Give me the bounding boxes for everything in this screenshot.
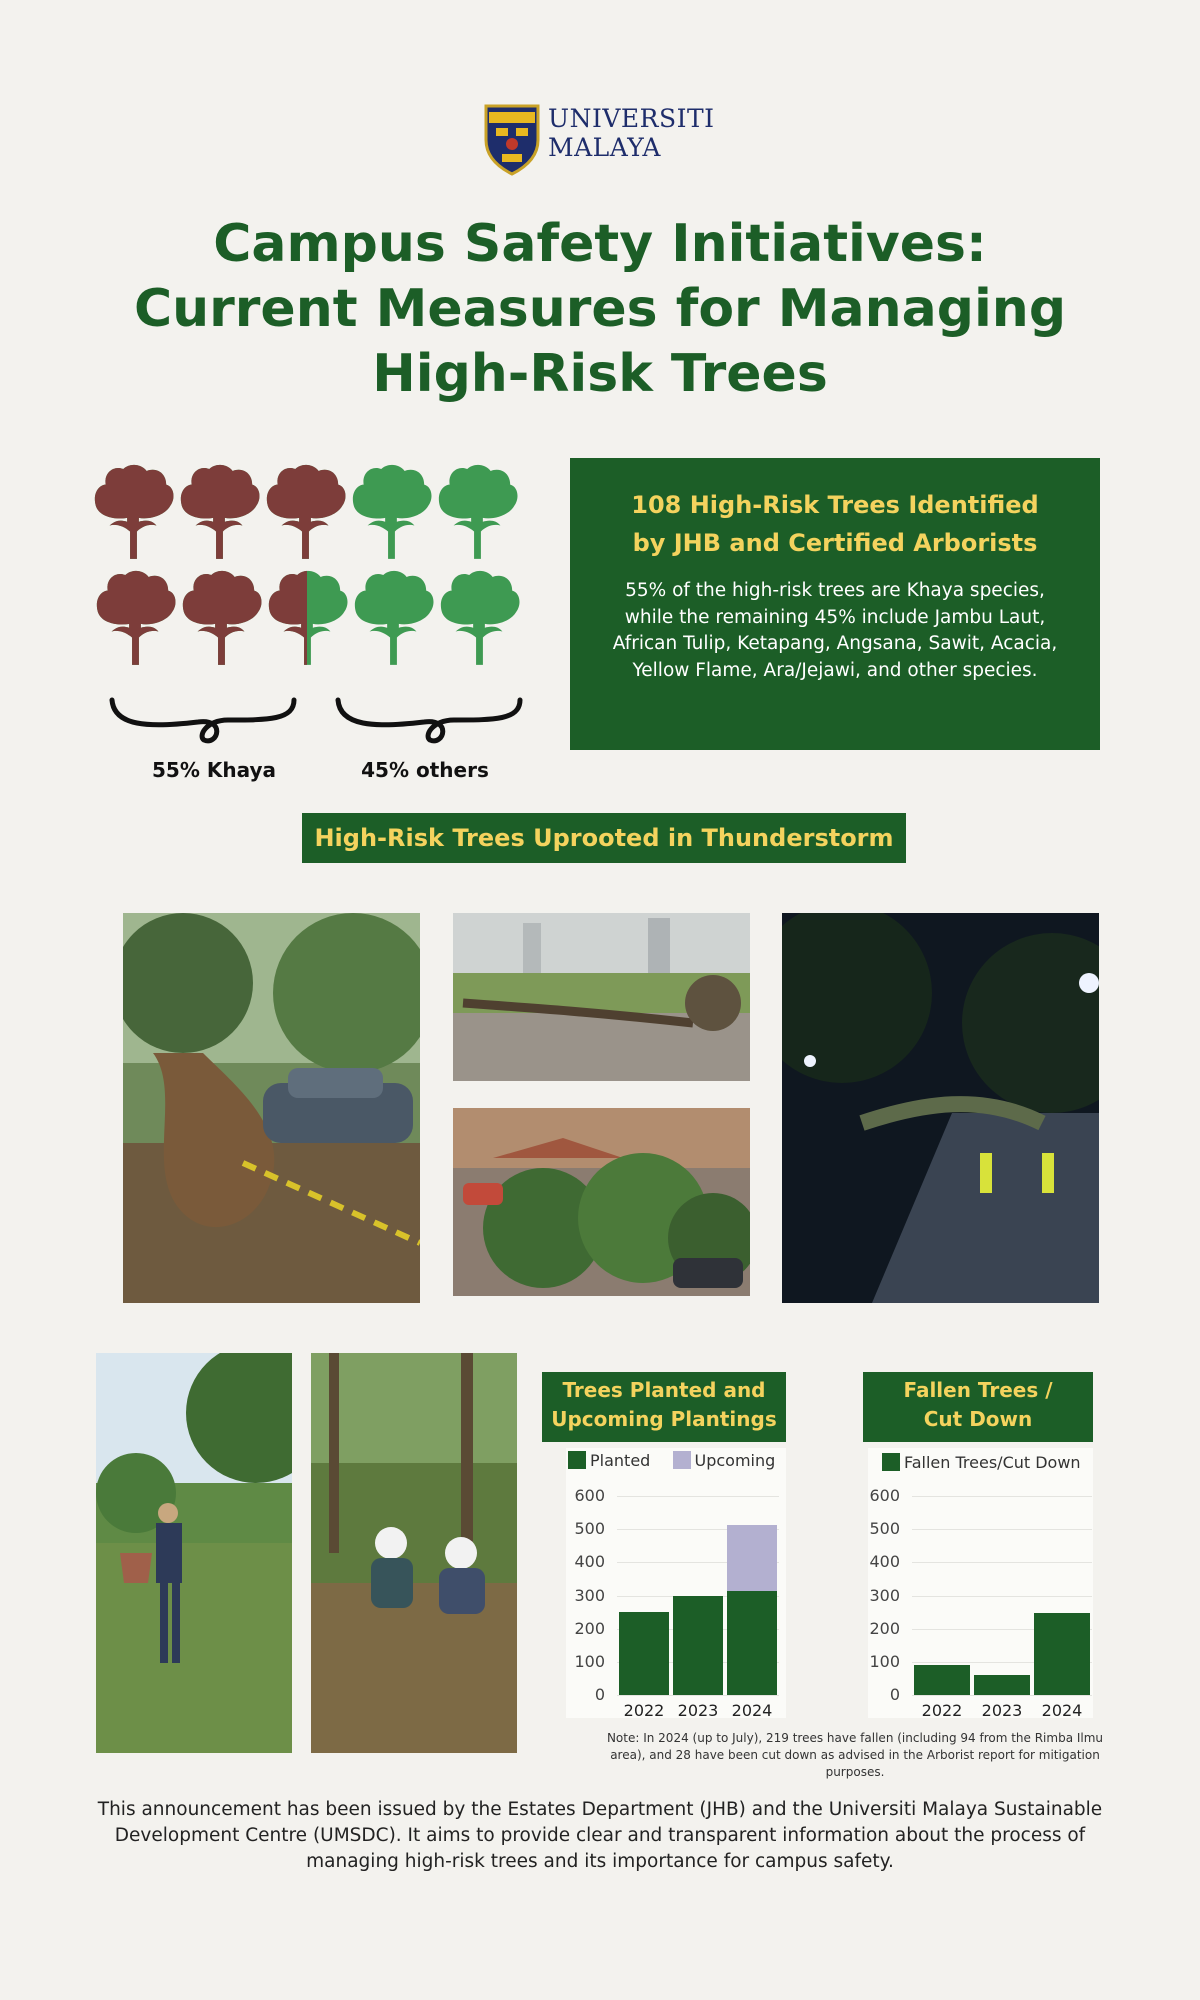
info-body: 55% of the high-risk trees are Khaya species, while the remaining 45% include Jambu Laut, African Tulip, Ketapang, Angsana, Sawit, Acacia, Yellow Flame, Ara/Jejawi, and other species.	[612, 580, 1058, 681]
tree-icon	[180, 568, 262, 668]
page-title	[60, 212, 1140, 407]
photo-planting-person	[96, 1353, 292, 1753]
grid-line	[912, 1596, 1092, 1597]
y-tick-label: 0	[889, 1685, 900, 1704]
y-tick-label: 0	[594, 1685, 605, 1704]
others-brace-icon	[334, 696, 524, 752]
bar-2023-fallen-trees-cut-down	[974, 1675, 1030, 1695]
y-tick-label: 200	[574, 1618, 605, 1638]
chart-planted-title-line-1: Trees Planted and	[562, 1378, 766, 1402]
chart-note: Note: In 2024 (up to July), 219 trees have fallen (including 94 from the Rimba Ilmu area), and 28 have been cut down as advised in the Arborist report for mitigation purposes.	[606, 1731, 1104, 1779]
x-tick-label: 2023	[677, 1701, 719, 1720]
bar-2024-fallen-trees-cut-down	[1034, 1613, 1090, 1695]
chart-fallen-title	[863, 1372, 1093, 1442]
high-risk-info-box	[570, 458, 1100, 750]
khaya-label: 55% Khaya	[152, 758, 276, 782]
chart-planted-legend	[568, 1451, 775, 1470]
photo-fallen-tree-field	[453, 913, 750, 1081]
x-tick-label: 2022	[623, 1701, 665, 1720]
photo-uprooted-tree-on-car	[123, 913, 420, 1303]
legend-upcoming-label: Upcoming	[694, 1451, 776, 1470]
bar-2024-upcoming	[727, 1525, 777, 1591]
y-tick-label: 300	[574, 1585, 605, 1605]
grid-line	[617, 1695, 779, 1696]
tree-icon	[264, 462, 346, 562]
tree-icon	[92, 462, 174, 562]
tree-icon	[94, 568, 176, 668]
tree-icon	[178, 462, 260, 562]
legend-fallen-swatch	[882, 1453, 900, 1471]
chart-planted-title-line-2: Upcoming Plantings	[551, 1407, 777, 1431]
others-label: 45% others	[361, 758, 489, 782]
y-tick-label: 200	[869, 1618, 900, 1638]
y-tick-label: 500	[869, 1519, 900, 1539]
tree-icon	[350, 462, 432, 562]
tree-icon	[352, 568, 434, 668]
legend-fallen-label: Fallen Trees/Cut Down	[904, 1453, 1081, 1472]
logo-line-1: UNIVERSITI	[548, 104, 715, 133]
khaya-brace-icon	[108, 696, 298, 752]
title-line-2: Current Measures for Managing	[133, 279, 1067, 339]
crest-icon	[484, 104, 540, 176]
x-tick-label: 2024	[731, 1701, 773, 1720]
uprooted-banner: High-Risk Trees Uprooted in Thunderstorm	[302, 813, 906, 863]
footer-text: This announcement has been issued by the Estates Department (JHB) and the Universiti Malaya Sustainable Development Centre (UMSDC). It aims to provide clear and transparent information about the process of managing high-risk trees and its importance for campus safety.	[97, 1799, 1103, 1872]
bar-2022-fallen-trees-cut-down	[914, 1665, 970, 1695]
y-tick-label: 500	[574, 1519, 605, 1539]
y-tick-label: 100	[574, 1651, 605, 1671]
title-line-3: High-Risk Trees	[372, 344, 828, 404]
photo-planting-group	[311, 1353, 517, 1753]
bar-2022-planted	[619, 1612, 669, 1695]
y-tick-label: 400	[869, 1552, 900, 1572]
photo-tree-over-parking	[453, 1108, 750, 1296]
bar-2024-planted	[727, 1591, 777, 1695]
grid-line	[912, 1496, 1092, 1497]
tree-pictogram	[92, 462, 532, 692]
y-tick-label: 600	[869, 1486, 900, 1505]
legend-upcoming-swatch	[673, 1451, 691, 1469]
legend-planted-swatch	[568, 1451, 586, 1469]
y-tick-label: 600	[574, 1486, 605, 1505]
grid-line	[617, 1496, 779, 1497]
logo-line-2: MALAYA	[548, 133, 661, 162]
grid-line	[912, 1695, 1092, 1696]
info-heading-line-1: 108 High-Risk Trees Identified	[631, 491, 1039, 519]
x-tick-label: 2022	[921, 1701, 963, 1720]
legend-planted-label: Planted	[590, 1451, 651, 1470]
y-tick-label: 400	[574, 1552, 605, 1572]
grid-line	[912, 1562, 1092, 1563]
chart-planted-title	[542, 1372, 786, 1442]
tree-icon	[266, 568, 348, 668]
x-tick-label: 2023	[981, 1701, 1023, 1720]
bar-2023-planted	[673, 1596, 723, 1695]
chart-fallen-legend	[882, 1453, 1081, 1472]
chart-fallen-title-line-1: Fallen Trees /	[903, 1378, 1053, 1402]
y-tick-label: 100	[869, 1651, 900, 1671]
tree-icon	[438, 568, 520, 668]
chart-fallen-title-line-2: Cut Down	[923, 1407, 1033, 1431]
grid-line	[912, 1529, 1092, 1530]
photo-night-cleanup	[782, 913, 1099, 1303]
university-logo	[484, 104, 724, 178]
x-tick-label: 2024	[1041, 1701, 1083, 1720]
title-line-1: Campus Safety Initiatives:	[213, 214, 987, 274]
y-tick-label: 300	[869, 1585, 900, 1605]
info-heading-line-2: by JHB and Certified Arborists	[632, 529, 1038, 557]
tree-icon	[436, 462, 518, 562]
